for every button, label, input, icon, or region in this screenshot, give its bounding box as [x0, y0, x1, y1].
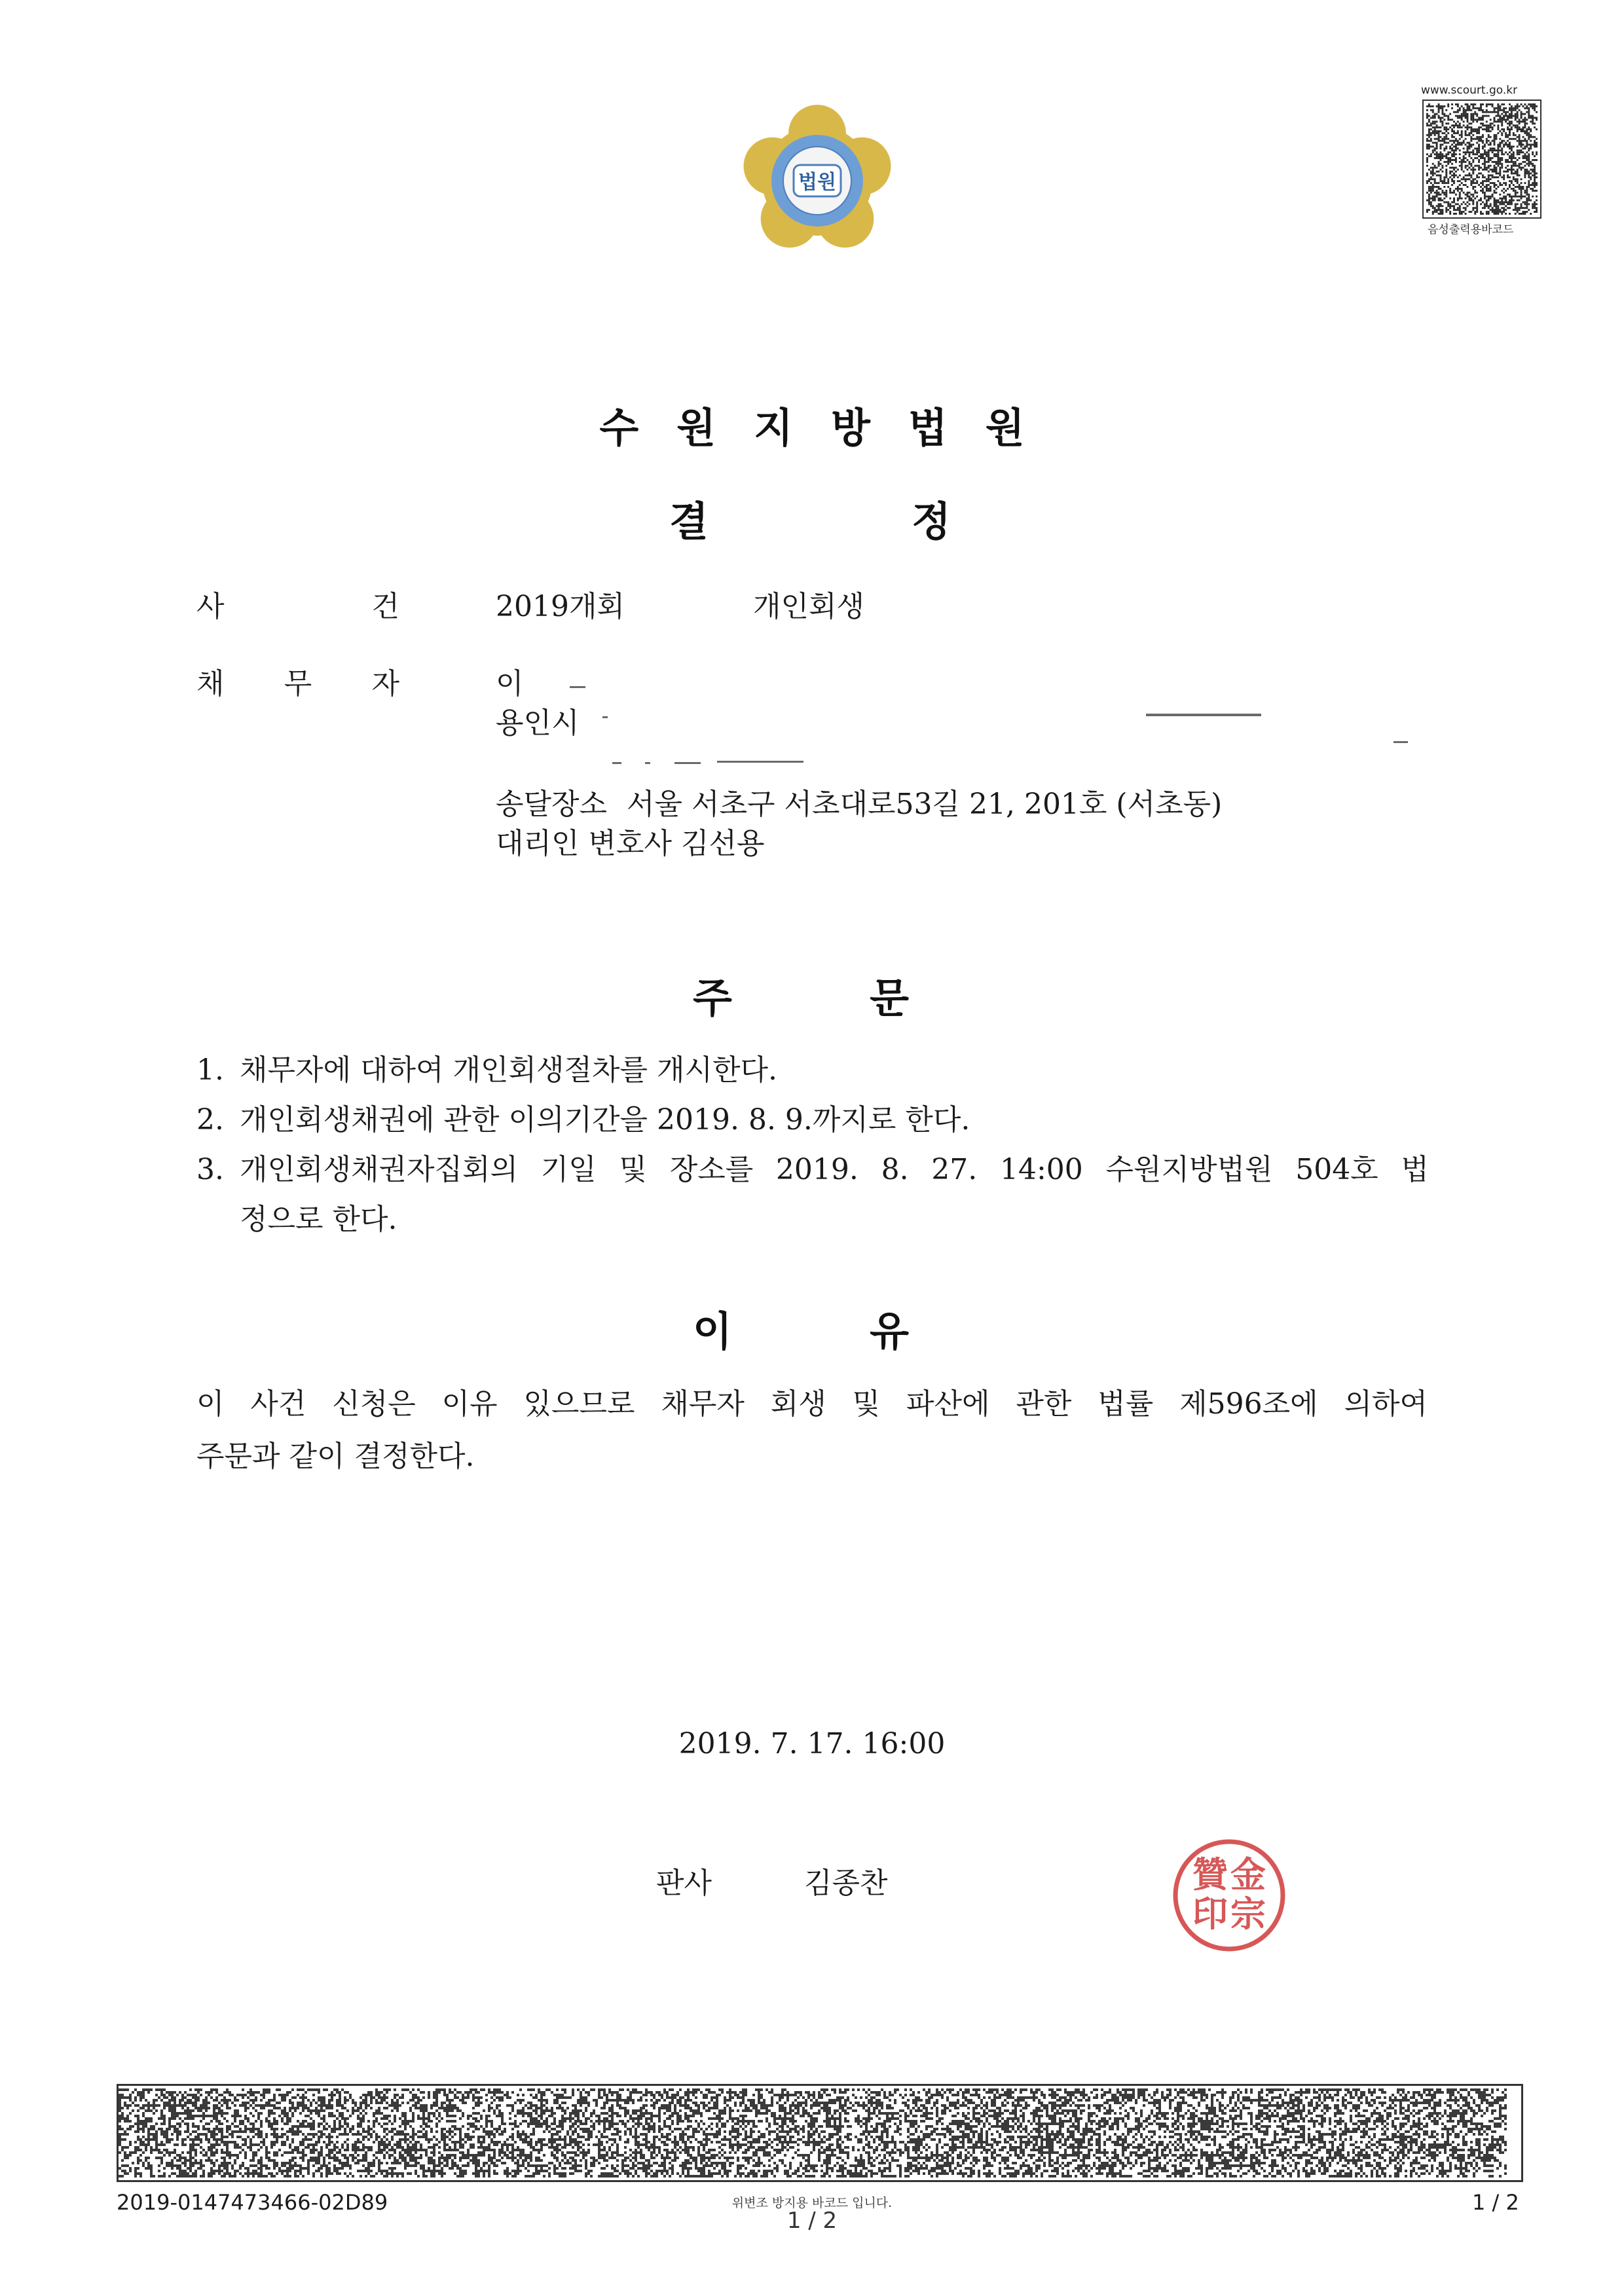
- reason-word: 이유: [441, 1387, 498, 1421]
- reason-word: 신청은: [332, 1387, 416, 1421]
- redaction-mark: [674, 762, 701, 764]
- debtor-label-char: 자: [371, 667, 399, 701]
- reason-word: 제596조에: [1179, 1387, 1318, 1421]
- order-word: 개인회생채권자집회의: [240, 1153, 519, 1186]
- reason-word: 및: [852, 1387, 881, 1421]
- judge-title: 판사: [656, 1867, 712, 1900]
- emblem-text: 법원: [798, 171, 836, 194]
- order-word: 8.: [881, 1153, 909, 1186]
- qr-url[interactable]: www.scourt.go.kr: [1421, 84, 1518, 97]
- service-label: 송달장소: [496, 788, 608, 821]
- debtor-address: 용인시: [496, 706, 580, 740]
- order-item-number: 2.: [196, 1103, 224, 1137]
- order-item-text: 개인회생채권에 관한 이의기간을 2019. 8. 9.까지로 한다.: [240, 1103, 970, 1137]
- order-word: 수원지방법원: [1105, 1153, 1273, 1186]
- reason-heading: [693, 1299, 909, 1357]
- debtor-label-char: 채: [196, 667, 225, 701]
- anti-forgery-barcode: [117, 2084, 1523, 2182]
- judge-name: 김종찬: [804, 1867, 888, 1900]
- order-item: [196, 1102, 1428, 1152]
- redaction-mark: [717, 761, 803, 763]
- case-number: 2019개회: [496, 590, 625, 623]
- debtor-label: [196, 666, 399, 702]
- reason-word: 회생: [770, 1387, 826, 1421]
- case-label: [196, 589, 399, 625]
- order-item-number: 1.: [196, 1053, 224, 1087]
- order-item-text: 채무자에 대하여 개인회생절차를 개시한다.: [240, 1053, 778, 1087]
- debtor-name: 이: [496, 667, 524, 701]
- page-number-center: 1 / 2: [786, 2208, 838, 2234]
- reason-word: 있으므로: [523, 1387, 635, 1421]
- redaction-mark: [602, 716, 608, 718]
- order-word: 2019.: [775, 1153, 858, 1186]
- case-label-char: 사: [196, 590, 225, 623]
- order-heading: [693, 966, 909, 1024]
- reason-word: 이: [196, 1387, 225, 1421]
- decision-title-char: 정: [912, 498, 951, 545]
- order-item-continuation: 정으로 한다.: [240, 1203, 397, 1236]
- seal-char: 宗: [1230, 1893, 1266, 1935]
- order-item: [196, 1053, 1428, 1102]
- court-name: 수원지방법원: [599, 404, 1063, 452]
- case-label-char: 건: [371, 590, 399, 623]
- barcode-note: 위변조 방지용 바코드 입니다.: [731, 2196, 893, 2210]
- agent-line: 대리인 변호사 김선용: [496, 827, 765, 860]
- judge-seal-icon: [1171, 1837, 1287, 1954]
- page-number-right: 1 / 2: [1472, 2190, 1519, 2215]
- order-word: 법: [1401, 1153, 1429, 1186]
- order-heading-char: 주: [693, 974, 732, 1022]
- service-line: [496, 787, 1222, 822]
- redaction-mark: [1146, 714, 1261, 716]
- redaction-mark: [612, 762, 621, 764]
- qr-code-icon: [1422, 100, 1541, 219]
- reason-word: 채무자: [661, 1387, 745, 1421]
- redaction-mark: [570, 686, 585, 688]
- court-emblem-icon: [732, 97, 902, 261]
- reason-word: 파산에: [906, 1387, 990, 1421]
- reason-text-line: 주문과 같이 결정한다.: [196, 1440, 475, 1473]
- reason-word: 법률: [1098, 1387, 1154, 1421]
- decision-title: [669, 489, 951, 547]
- redaction-mark: [1393, 741, 1408, 743]
- order-word: 504호: [1295, 1153, 1378, 1186]
- order-item: [196, 1152, 1428, 1202]
- order-heading-char: 문: [870, 974, 909, 1022]
- seal-char: 印: [1192, 1893, 1228, 1935]
- seal-char: 金: [1230, 1853, 1266, 1895]
- order-word: 기일: [540, 1153, 597, 1186]
- document-number: 2019-0147473466-02D89: [117, 2190, 388, 2215]
- reason-word: 의하여: [1344, 1387, 1428, 1421]
- reason-heading-char: 이: [693, 1307, 732, 1355]
- order-list: [196, 1053, 1428, 1202]
- qr-caption: 음성출력용바코드: [1428, 223, 1514, 236]
- redaction-mark: [645, 762, 650, 764]
- reason-text-line: [196, 1387, 1428, 1422]
- reason-heading-char: 유: [870, 1307, 909, 1355]
- order-word: 14:00: [999, 1153, 1083, 1186]
- seal-char: 贊: [1192, 1853, 1228, 1895]
- decision-date: 2019. 7. 17. 16:00: [678, 1727, 946, 1760]
- case-type: 개인회생: [753, 590, 865, 623]
- debtor-label-char: 무: [284, 667, 312, 701]
- service-address: 서울 서초구 서초대로53길 21, 201호 (서초동): [627, 788, 1223, 821]
- reason-word: 관한: [1016, 1387, 1072, 1421]
- order-word: 27.: [931, 1153, 978, 1186]
- reason-word: 사건: [250, 1387, 306, 1421]
- order-item-text: [240, 1152, 1429, 1188]
- order-item-number: 3.: [196, 1153, 224, 1186]
- order-word: 및: [619, 1153, 647, 1186]
- decision-title-char: 결: [669, 498, 709, 545]
- order-word: 장소를: [669, 1153, 754, 1186]
